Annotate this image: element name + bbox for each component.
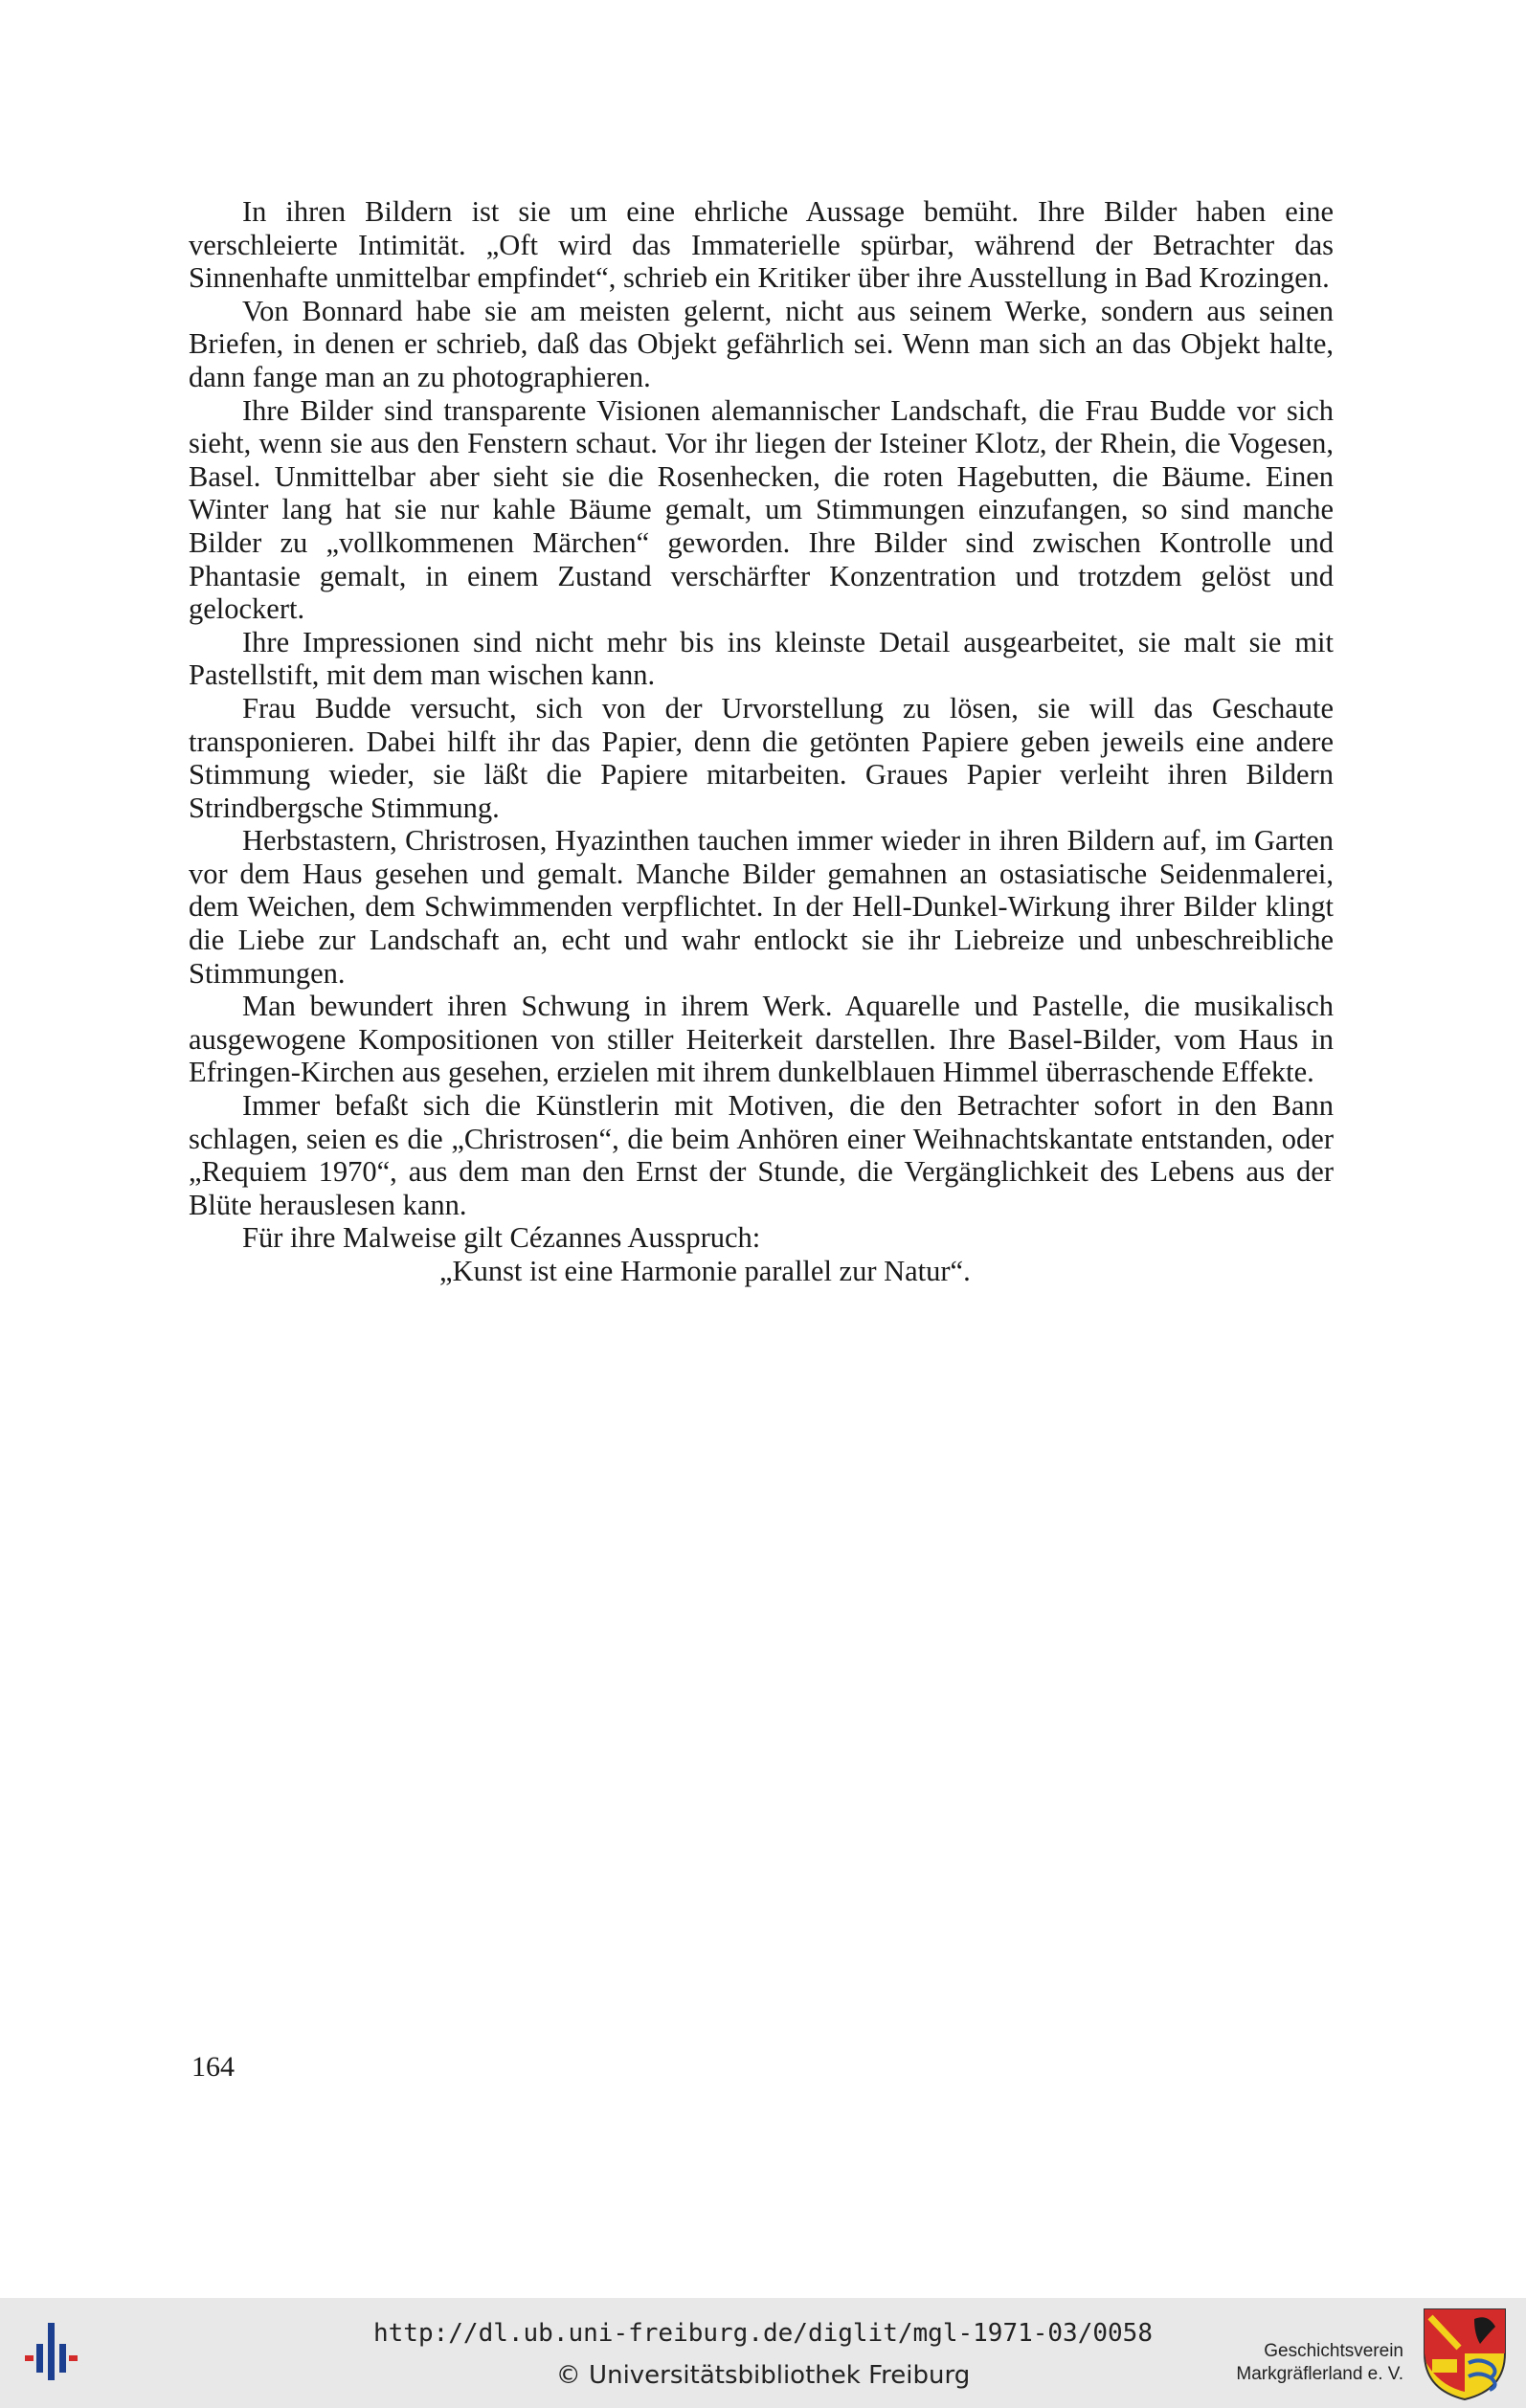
footer-bar (0, 2298, 1526, 2408)
paragraph: Frau Budde versucht, sich von der Urvorstellung zu lösen, sie will das Geschaute transponieren. Dabei hilft ihr das Papier, denn die getönten Papiere geben jeweils eine andere Stimmung wieder, sie läßt die Papiere mitarbeiten. Graues Papier verleiht ihren Bildern Strindbergsche Stimmung. (189, 691, 1334, 824)
paragraph: Immer befaßt sich die Künstlerin mit Motiven, die den Betrachter sofort in den Bann schlagen, seien es die „Christrosen“, die beim Anhören einer Weihnachtskantate entstanden, oder „Requiem 1970“, aus dem man den Ernst der Stunde, die Vergänglichkeit des Lebens aus der Blüte herauslesen kann. (189, 1089, 1334, 1221)
paragraph: Herbstastern, Christrosen, Hyazinthen tauchen immer wieder in ihren Bildern auf, im Garten vor dem Haus gesehen und gemalt. Manche Bilder gemahnen an ostasiatische Seidenmalerei, dem Weichen, dem Schwimmenden verpflichtet. In der Hell-Dunkel-Wirkung ihrer Bilder klingt die Liebe zur Landschaft an, echt und wahr entlockt sie ihr Liebreize und unbeschreibliche Stimmungen. (189, 824, 1334, 990)
copyright-notice: © Universitätsbibliothek Freiburg (555, 2361, 971, 2390)
article-text (189, 195, 1334, 1288)
cezanne-quote: „Kunst ist eine Harmonie parallel zur Natur“. (439, 1255, 971, 1287)
paragraph: In ihren Bildern ist sie um eine ehrliche Aussage bemüht. Ihre Bilder haben eine verschleierte Intimität. „Oft wird das Immaterielle spürbar, während der Betrachter das Sinnenhafte unmittelbar empfindet“, schrieb ein Kritiker über ihre Ausstellung in Bad Krozingen. (189, 195, 1334, 295)
source-url-link[interactable]: http://dl.ub.uni-freiburg.de/diglit/mgl-1971-03/0058 (373, 2319, 1153, 2348)
paragraph: Ihre Bilder sind transparente Visionen alemannischer Landschaft, die Frau Budde vor sich sieht, wenn sie aus den Fenstern schaut. Vor ihr liegen der Isteiner Klotz, der Rhein, die Vogesen, Basel. Unmittelbar aber sieht sie die Rosenhecken, die roten Hagebutten, die Bäume. Einen Winter lang hat sie nur kahle Bäume gemalt, um Stimmungen einzufangen, so sind manche Bilder zu „vollkommenen Märchen“ geworden. Ihre Bilder sind zwischen Kontrolle und Phantasie gemalt, in einem Zustand verschärfter Konzentration und trotzdem gelöst und gelockert. (189, 393, 1334, 626)
paragraph: Man bewundert ihren Schwung in ihrem Werk. Aquarelle und Pastelle, die musikalisch ausgewogene Kompositionen von stiller Heiterkeit darstellen. Ihre Basel-Bilder, vom Haus in Efringen-Kirchen aus gesehen, erzielen mit ihrem dunkelblauen Himmel überraschende Effekte. (189, 990, 1334, 1089)
society-name-line2: Markgräflerland e. V. (1236, 2364, 1403, 2384)
paragraph: Ihre Impressionen sind nicht mehr bis ins kleinste Detail ausgearbeitet, sie malt sie mit Pastellstift, mit dem man wischen kann. (189, 625, 1334, 692)
coat-of-arms-icon (1421, 2306, 1509, 2401)
paragraph: Für ihre Malweise gilt Cézannes Ausspruch: (242, 1221, 761, 1255)
paragraph: Von Bonnard habe sie am meisten gelernt, nicht aus seinem Werke, sondern aus seinen Briefen, in denen er schrieb, daß das Objekt gefährlich sei. Wenn man sich an das Objekt halte, dann fange man an zu photographieren. (189, 294, 1334, 393)
society-name-line1: Geschichtsverein (1264, 2341, 1403, 2361)
society-name (1236, 2340, 1403, 2386)
page-number: 164 (191, 2051, 235, 2083)
